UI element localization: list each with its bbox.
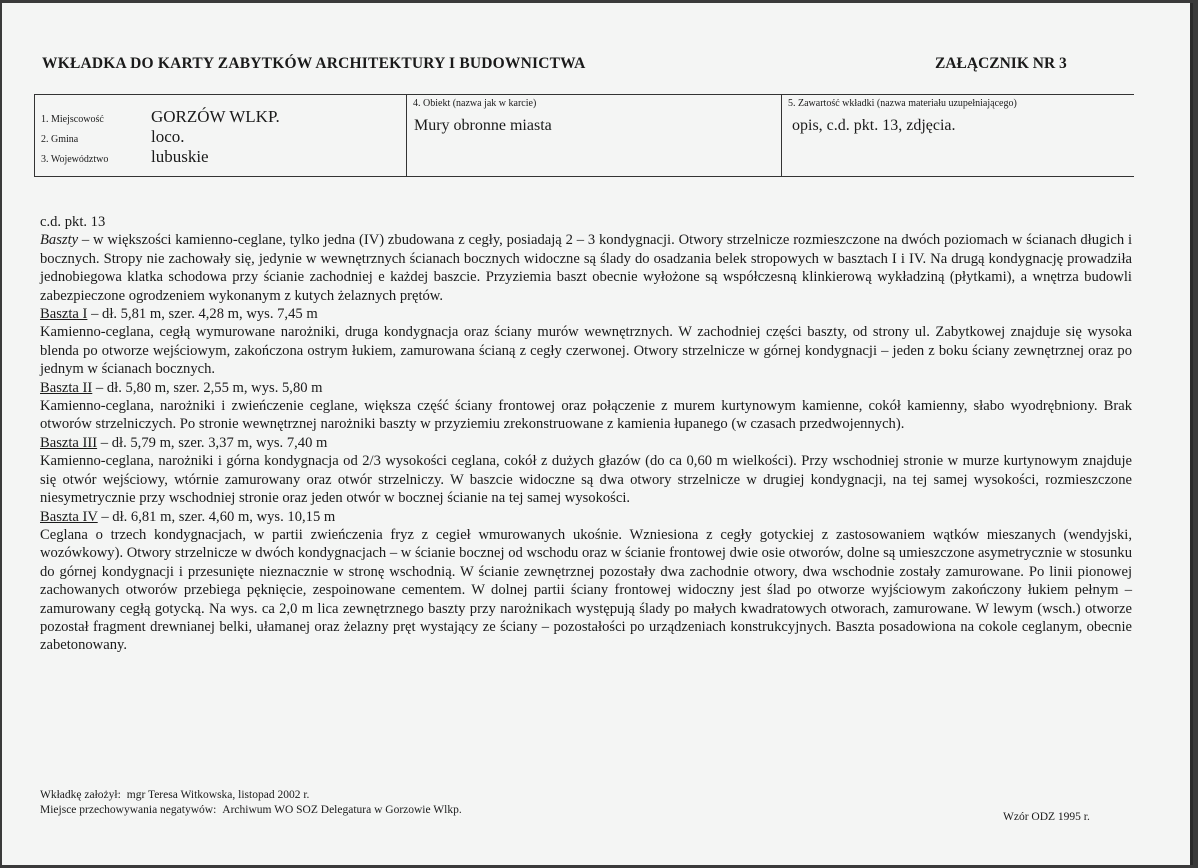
author-line (40, 788, 462, 803)
intro-paragraph (40, 231, 1132, 305)
municipality-row (41, 127, 185, 147)
object-value: Mury obronne miasta (414, 117, 552, 134)
tower-heading (40, 305, 1132, 323)
field-label: 1. Miejscowość (41, 114, 104, 125)
footer-info (40, 788, 462, 818)
contents-value: opis, c.d. pkt. 13, zdjęcia. (792, 117, 956, 134)
field-value: lubuskie (151, 147, 209, 166)
document-sheet (2, 3, 1193, 865)
tower-heading (40, 379, 1132, 397)
tower-description: Kamienno-ceglana, cegłą wymurowane narożniki, druga kondygnacja oraz ściany murów wewnętrznych. W zachodniej części baszty, od strony ul. Zabytkowej znajduje się wysoka blenda po otworze wejściowym, zakończona ostrym łukiem, zamurowana ścianą z cegły czerwonej. Otwory strzelnicze w górnej kondygnacji – jeden z boku ściany zewnętrznej oraz po jednym w ścianach bocznych. (40, 324, 1132, 378)
section-heading: c.d. pkt. 13 (40, 214, 106, 230)
field-label: 3. Województwo (41, 154, 109, 165)
location-cell (34, 94, 407, 177)
voivodeship-row (41, 147, 209, 167)
annex-number: ZAŁĄCZNIK NR 3 (935, 55, 1067, 72)
field-label: 2. Gmina (41, 134, 79, 145)
contents-caption: 5. Zawartość wkładki (nazwa materiału uzupełniającego) (788, 98, 1017, 109)
tower-dims: – dł. 6,81 m, szer. 4,60 m, wys. 10,15 m (97, 508, 336, 525)
intro-term: Baszty (40, 232, 79, 249)
object-cell (407, 94, 782, 177)
tower-name: Baszta IV (40, 508, 98, 525)
intro-text: – w większości kamienno-ceglane, tylko jedna (IV) zbudowana z cegły, posiadają 2 – 3 kondygnacji. Otwory strzelnicze rozmieszczone na dwóch poziomach w ścianach długich i bocznych. Stropy nie zachowały się, jedynie w wewnętrznych ścianach bocznych widoczne są ślady do osadzania belek stropowych w basztach I i IV. Na drugą kondygnację prowadziła jednobiegowa klatka schodowa przy ścianie zachodniej e każdej baszcie. Przyziemia baszt obecnie wyłożone są współczesną klinkierową wykładziną (płytkami), a wnętrza budowli zabezpieczone ogrodzeniem wykonanym z kutych żelaznych prętów. (40, 232, 1132, 304)
tower-name: Baszta II (40, 379, 93, 396)
tower-name: Baszta III (40, 434, 98, 451)
template-note: Wzór ODZ 1995 r. (1003, 811, 1090, 823)
field-value: GORZÓW WLKP. (151, 107, 280, 126)
location-row (41, 107, 280, 127)
tower-name: Baszta I (40, 306, 88, 323)
storage-line (40, 803, 462, 818)
tower-description: Ceglana o trzech kondygnacjach, w partii zwieńczenia fryz z cegieł wmurowanych ukośnie. Wzniesiona z cegły gotyckiej z zastosowaniem wątków mieszanych (wendyjski, wozówkowy). Otwory strzelnicze w dwóch kondygnacjach – w ścianie bocznej od wschodu oraz w ścianie frontowej dwie osie otworów, dolne są umieszczone asymetrycznie w stosunku do górnej kondygnacji i przesunięte nieznacznie w stronę wschodnią. W ścianie zewnętrznej pozostały dwa zachodnie otwory, dwa wschodnie zostały zamurowane. Po linii pionowej zachowanych otworów przebiega pęknięcie, zespoinowane cementem. W dolnej partii ściany frontowej widoczny jest ślad po otworze wyjściowym zakończony łukiem pełnym – zamurowany cegłą gotycką. Na wys. ca 2,0 m lica zewnętrznego baszty przy narożnikach występują ślady po małych kwadratowych otworach, zamurowane. W lewym (wsch.) otworze pozostał fragment drewnianej belki, ułamanej oraz żelazny pręt wystający ze ściany – pozostałości po urządzeniach konstrukcyjnych. Baszta posadowiona na cokole ceglanym, obecnie zabetonowany. (40, 526, 1132, 654)
storage-value: Archiwum WO SOZ Delegatura w Gorzowie Wlkp. (222, 804, 462, 816)
author-label: Wkładkę założył: (40, 789, 121, 801)
tower-dims: – dł. 5,81 m, szer. 4,28 m, wys. 7,45 m (87, 306, 318, 323)
tower-dims: – dł. 5,80 m, szer. 2,55 m, wys. 5,80 m (92, 379, 323, 396)
document-title: WKŁADKA DO KARTY ZABYTKÓW ARCHITEKTURY I BUDOWNICTWA (42, 55, 586, 72)
tower-heading (40, 508, 1132, 526)
header-form-box (34, 94, 1134, 177)
tower-heading (40, 434, 1132, 452)
tower-dims: – dł. 5,79 m, szer. 3,37 m, wys. 7,40 m (97, 434, 328, 451)
storage-label: Miejsce przechowywania negatywów: (40, 804, 217, 816)
object-caption: 4. Obiekt (nazwa jak w karcie) (413, 98, 537, 109)
author-value: mgr Teresa Witkowska, listopad 2002 r. (126, 789, 310, 801)
tower-description: Kamienno-ceglana, narożniki i górna kondygnacja od 2/3 wysokości ceglana, cokół z dużych głazów (do ca 0,60 m wielkości). Przy wschodniej stronie w murze kurtynowym znajduje się otwór wejściowy, wtórnie zamurowany oraz otwór strzelniczy. W baszcie widoczne są dwa otwory strzelnicze w drugiej kondygnacji, na tej samej wysokości, rozmieszczone niesymetrycznie przy wschodniej stronie oraz jeden otwór w bocznej ścianie na tej samej wysokości. (40, 453, 1132, 507)
contents-cell (782, 94, 1134, 177)
description-body (40, 213, 1132, 655)
tower-description: Kamienno-ceglana, narożniki i zwieńczenie ceglane, większa część ściany frontowej oraz połączenie z murem kurtynowym kamienne, cokół kamienny, słabo wyodrębniony. Brak otworów strzelniczych. Po stronie wewnętrznej narożniki baszty w przyziemiu zrekonstruowane z kamienia łupanego (w czasach przedwojennych). (40, 398, 1132, 433)
field-value: loco. (151, 127, 185, 146)
